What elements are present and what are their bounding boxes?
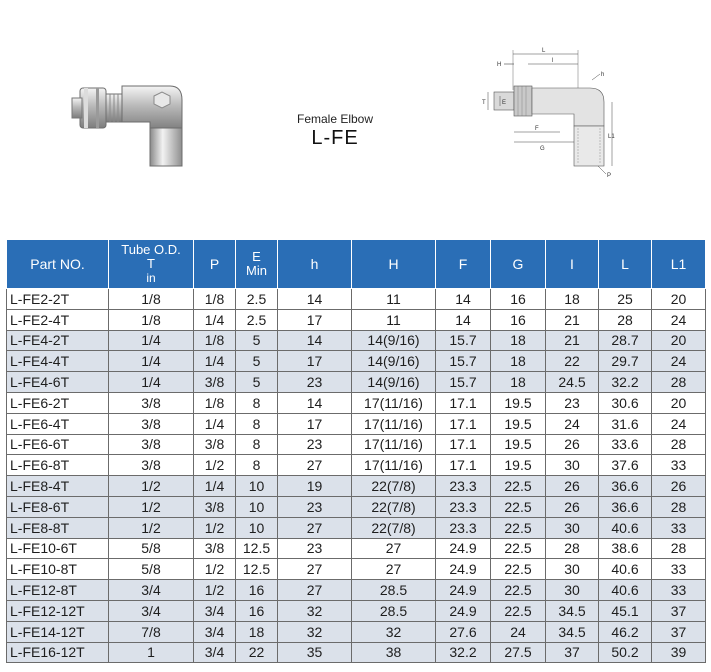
- cell-l1: 37: [652, 600, 706, 621]
- cell-g: 22.5: [491, 559, 546, 580]
- label-L1: L1: [608, 134, 615, 140]
- cell-h-large: 22(7/8): [352, 476, 436, 497]
- cell-h-small: 17: [278, 351, 352, 372]
- cell-l1: 39: [652, 642, 706, 663]
- cell-e: 10: [236, 517, 278, 538]
- cell-g: 22.5: [491, 600, 546, 621]
- cell-f: 15.7: [436, 330, 491, 351]
- cell-part-no: L-FE4-2T: [7, 330, 109, 351]
- cell-f: 32.2: [436, 642, 491, 663]
- cell-f: 17.1: [436, 455, 491, 476]
- cell-h-large: 28.5: [352, 580, 436, 601]
- cell-g: 16: [491, 289, 546, 310]
- cell-p: 1/8: [194, 289, 236, 310]
- table-row: [7, 517, 706, 538]
- cell-h-small: 27: [278, 559, 352, 580]
- col-header-p: P: [194, 240, 236, 289]
- cell-h-large: 14(9/16): [352, 351, 436, 372]
- cell-i: 34.5: [546, 621, 599, 642]
- table-row: [7, 621, 706, 642]
- cell-part-no: L-FE8-8T: [7, 517, 109, 538]
- cell-l1: 28: [652, 538, 706, 559]
- cell-i: 24.5: [546, 372, 599, 393]
- cell-h-small: 14: [278, 330, 352, 351]
- table-row: [7, 309, 706, 330]
- cell-e: 22: [236, 642, 278, 663]
- table-row: [7, 559, 706, 580]
- cell-g: 16: [491, 309, 546, 330]
- col-header-l1: L1: [652, 240, 706, 289]
- label-L: L: [542, 48, 546, 54]
- cell-p: 1/4: [194, 351, 236, 372]
- cell-i: 21: [546, 309, 599, 330]
- cell-l: 38.6: [599, 538, 652, 559]
- product-header: [0, 0, 711, 235]
- cell-tube-od: 3/4: [109, 580, 194, 601]
- cell-l: 45.1: [599, 600, 652, 621]
- cell-h-small: 32: [278, 621, 352, 642]
- cell-p: 1/2: [194, 455, 236, 476]
- cell-e: 12.5: [236, 538, 278, 559]
- cell-tube-od: 5/8: [109, 559, 194, 580]
- cell-h-small: 17: [278, 309, 352, 330]
- cell-e: 18: [236, 621, 278, 642]
- col-header-tube-od: [109, 240, 194, 289]
- cell-i: 24: [546, 413, 599, 434]
- label-H: H: [497, 62, 502, 68]
- cell-h-small: 27: [278, 580, 352, 601]
- cell-l1: 28: [652, 372, 706, 393]
- cell-g: 18: [491, 330, 546, 351]
- cell-l1: 20: [652, 392, 706, 413]
- cell-e: 2.5: [236, 309, 278, 330]
- cell-h-large: 17(11/16): [352, 434, 436, 455]
- cell-e: 8: [236, 434, 278, 455]
- cell-g: 22.5: [491, 476, 546, 497]
- table-row: [7, 392, 706, 413]
- col-header-tube-od-unit: in: [146, 271, 156, 285]
- cell-i: 30: [546, 559, 599, 580]
- cell-f: 17.1: [436, 413, 491, 434]
- cell-e: 10: [236, 496, 278, 517]
- cell-l: 46.2: [599, 621, 652, 642]
- label-T: T: [482, 100, 486, 106]
- cell-p: 1/2: [194, 559, 236, 580]
- cell-i: 34.5: [546, 600, 599, 621]
- cell-h-large: 17(11/16): [352, 455, 436, 476]
- cell-l: 40.6: [599, 559, 652, 580]
- cell-e: 5: [236, 330, 278, 351]
- cell-i: 26: [546, 496, 599, 517]
- cell-tube-od: 1/2: [109, 496, 194, 517]
- cell-l1: 33: [652, 517, 706, 538]
- col-header-e-min: Min: [246, 263, 267, 278]
- cell-p: 1/8: [194, 392, 236, 413]
- cell-part-no: L-FE6-6T: [7, 434, 109, 455]
- cell-tube-od: 3/8: [109, 434, 194, 455]
- cell-l: 28: [599, 309, 652, 330]
- cell-h-large: 17(11/16): [352, 392, 436, 413]
- cell-l: 33.6: [599, 434, 652, 455]
- table-row: [7, 538, 706, 559]
- cell-part-no: L-FE8-4T: [7, 476, 109, 497]
- cell-g: 19.5: [491, 392, 546, 413]
- cell-l: 25: [599, 289, 652, 310]
- cell-e: 12.5: [236, 559, 278, 580]
- cell-h-small: 35: [278, 642, 352, 663]
- cell-part-no: L-FE16-12T: [7, 642, 109, 663]
- cell-f: 23.3: [436, 476, 491, 497]
- cell-part-no: L-FE10-8T: [7, 559, 109, 580]
- cell-g: 24: [491, 621, 546, 642]
- product-code: L-FE: [311, 127, 359, 149]
- col-header-i: I: [546, 240, 599, 289]
- cell-part-no: L-FE10-6T: [7, 538, 109, 559]
- col-header-e-label: E: [252, 249, 261, 264]
- cell-tube-od: 5/8: [109, 538, 194, 559]
- cell-f: 24.9: [436, 580, 491, 601]
- col-header-tube-od-symbol: T: [147, 256, 155, 271]
- col-header-part: Part NO.: [7, 240, 109, 289]
- cell-f: 17.1: [436, 392, 491, 413]
- cell-l1: 33: [652, 559, 706, 580]
- cell-i: 37: [546, 642, 599, 663]
- cell-part-no: L-FE2-2T: [7, 289, 109, 310]
- cell-l1: 33: [652, 580, 706, 601]
- cell-g: 19.5: [491, 434, 546, 455]
- col-header-e: [236, 240, 278, 289]
- cell-tube-od: 3/8: [109, 413, 194, 434]
- col-header-g: G: [491, 240, 546, 289]
- cell-f: 17.1: [436, 434, 491, 455]
- cell-part-no: L-FE6-8T: [7, 455, 109, 476]
- cell-p: 3/8: [194, 372, 236, 393]
- cell-l: 29.7: [599, 351, 652, 372]
- table-row: [7, 351, 706, 372]
- cell-tube-od: 1/4: [109, 351, 194, 372]
- dimension-drawing: [480, 40, 620, 180]
- cell-i: 30: [546, 517, 599, 538]
- cell-i: 21: [546, 330, 599, 351]
- product-subtitle: Female Elbow: [296, 112, 374, 126]
- table-header-row: [7, 240, 706, 289]
- cell-h-small: 27: [278, 455, 352, 476]
- cell-h-large: 32: [352, 621, 436, 642]
- cell-p: 1/2: [194, 580, 236, 601]
- col-header-h-small: h: [278, 240, 352, 289]
- cell-h-small: 27: [278, 517, 352, 538]
- cell-l1: 24: [652, 351, 706, 372]
- cell-h-large: 22(7/8): [352, 517, 436, 538]
- cell-l: 40.6: [599, 517, 652, 538]
- cell-e: 5: [236, 372, 278, 393]
- cell-h-small: 23: [278, 434, 352, 455]
- cell-e: 16: [236, 600, 278, 621]
- table-row: [7, 434, 706, 455]
- cell-p: 1/4: [194, 309, 236, 330]
- cell-i: 30: [546, 580, 599, 601]
- cell-h-large: 22(7/8): [352, 496, 436, 517]
- cell-e: 8: [236, 392, 278, 413]
- cell-h-large: 38: [352, 642, 436, 663]
- cell-tube-od: 1: [109, 642, 194, 663]
- cell-l: 36.6: [599, 496, 652, 517]
- cell-l: 50.2: [599, 642, 652, 663]
- table-row: [7, 330, 706, 351]
- cell-part-no: L-FE8-6T: [7, 496, 109, 517]
- table-row: [7, 289, 706, 310]
- cell-f: 14: [436, 289, 491, 310]
- cell-l1: 24: [652, 309, 706, 330]
- cell-h-small: 19: [278, 476, 352, 497]
- cell-l: 36.6: [599, 476, 652, 497]
- cell-h-large: 11: [352, 309, 436, 330]
- cell-tube-od: 3/8: [109, 455, 194, 476]
- table-row: [7, 496, 706, 517]
- cell-g: 19.5: [491, 455, 546, 476]
- col-header-f: F: [436, 240, 491, 289]
- label-l: l: [552, 58, 554, 64]
- cell-p: 3/8: [194, 496, 236, 517]
- cell-tube-od: 3/8: [109, 392, 194, 413]
- cell-part-no: L-FE12-12T: [7, 600, 109, 621]
- cell-h-small: 32: [278, 600, 352, 621]
- cell-g: 22.5: [491, 496, 546, 517]
- cell-g: 22.5: [491, 517, 546, 538]
- cell-h-large: 17(11/16): [352, 413, 436, 434]
- cell-f: 23.3: [436, 496, 491, 517]
- cell-l: 37.6: [599, 455, 652, 476]
- cell-l: 32.2: [599, 372, 652, 393]
- cell-l1: 26: [652, 476, 706, 497]
- cell-l1: 20: [652, 289, 706, 310]
- cell-p: 3/4: [194, 621, 236, 642]
- col-header-tube-od-label: Tube O.D.: [121, 242, 181, 257]
- cell-h-small: 23: [278, 496, 352, 517]
- cell-e: 8: [236, 413, 278, 434]
- product-photo: [70, 70, 200, 170]
- cell-h-small: 23: [278, 372, 352, 393]
- cell-g: 27.5: [491, 642, 546, 663]
- col-header-l: L: [599, 240, 652, 289]
- cell-p: 1/8: [194, 330, 236, 351]
- cell-tube-od: 1/4: [109, 372, 194, 393]
- cell-part-no: L-FE14-12T: [7, 621, 109, 642]
- cell-e: 5: [236, 351, 278, 372]
- table-row: [7, 413, 706, 434]
- cell-tube-od: 7/8: [109, 621, 194, 642]
- label-h: h: [601, 72, 605, 78]
- cell-h-large: 27: [352, 538, 436, 559]
- cell-p: 1/4: [194, 413, 236, 434]
- cell-l: 40.6: [599, 580, 652, 601]
- label-F: F: [535, 126, 539, 132]
- cell-p: 1/2: [194, 517, 236, 538]
- cell-f: 23.3: [436, 517, 491, 538]
- cell-e: 10: [236, 476, 278, 497]
- cell-i: 18: [546, 289, 599, 310]
- cell-l1: 28: [652, 496, 706, 517]
- cell-f: 24.9: [436, 538, 491, 559]
- cell-p: 3/8: [194, 434, 236, 455]
- cell-l1: 28: [652, 434, 706, 455]
- cell-h-large: 14(9/16): [352, 372, 436, 393]
- label-P: P: [607, 173, 612, 179]
- label-E: E: [502, 100, 507, 106]
- cell-tube-od: 1/2: [109, 476, 194, 497]
- cell-e: 2.5: [236, 289, 278, 310]
- table-body: [7, 289, 706, 663]
- cell-e: 16: [236, 580, 278, 601]
- cell-h-small: 17: [278, 413, 352, 434]
- cell-h-large: 11: [352, 289, 436, 310]
- cell-l1: 33: [652, 455, 706, 476]
- cell-f: 15.7: [436, 372, 491, 393]
- cell-part-no: L-FE6-4T: [7, 413, 109, 434]
- cell-part-no: L-FE4-6T: [7, 372, 109, 393]
- cell-h-small: 14: [278, 289, 352, 310]
- cell-p: 3/4: [194, 600, 236, 621]
- table-row: [7, 455, 706, 476]
- cell-i: 23: [546, 392, 599, 413]
- cell-part-no: L-FE2-4T: [7, 309, 109, 330]
- cell-p: 3/4: [194, 642, 236, 663]
- cell-p: 1/4: [194, 476, 236, 497]
- table-row: [7, 580, 706, 601]
- cell-l1: 24: [652, 413, 706, 434]
- table-row: [7, 642, 706, 663]
- cell-tube-od: 1/8: [109, 309, 194, 330]
- cell-l: 28.7: [599, 330, 652, 351]
- product-caption: [280, 112, 390, 150]
- cell-f: 27.6: [436, 621, 491, 642]
- table-row: [7, 476, 706, 497]
- table-row: [7, 372, 706, 393]
- cell-l: 30.6: [599, 392, 652, 413]
- cell-l1: 37: [652, 621, 706, 642]
- cell-f: 14: [436, 309, 491, 330]
- cell-g: 22.5: [491, 580, 546, 601]
- cell-i: 26: [546, 434, 599, 455]
- cell-i: 22: [546, 351, 599, 372]
- cell-f: 15.7: [436, 351, 491, 372]
- cell-g: 19.5: [491, 413, 546, 434]
- cell-h-small: 14: [278, 392, 352, 413]
- cell-f: 24.9: [436, 600, 491, 621]
- cell-i: 30: [546, 455, 599, 476]
- col-header-h-large: H: [352, 240, 436, 289]
- cell-part-no: L-FE12-8T: [7, 580, 109, 601]
- cell-h-large: 14(9/16): [352, 330, 436, 351]
- cell-tube-od: 1/4: [109, 330, 194, 351]
- cell-p: 3/8: [194, 538, 236, 559]
- cell-part-no: L-FE6-2T: [7, 392, 109, 413]
- cell-h-large: 28.5: [352, 600, 436, 621]
- spec-table: [6, 239, 706, 663]
- cell-tube-od: 3/4: [109, 600, 194, 621]
- cell-h-large: 27: [352, 559, 436, 580]
- cell-i: 28: [546, 538, 599, 559]
- cell-part-no: L-FE4-4T: [7, 351, 109, 372]
- cell-l: 31.6: [599, 413, 652, 434]
- cell-f: 24.9: [436, 559, 491, 580]
- cell-tube-od: 1/8: [109, 289, 194, 310]
- cell-e: 8: [236, 455, 278, 476]
- cell-i: 26: [546, 476, 599, 497]
- cell-g: 18: [491, 372, 546, 393]
- table-row: [7, 600, 706, 621]
- cell-g: 18: [491, 351, 546, 372]
- label-G: G: [540, 146, 545, 152]
- cell-tube-od: 1/2: [109, 517, 194, 538]
- cell-l1: 20: [652, 330, 706, 351]
- cell-h-small: 23: [278, 538, 352, 559]
- cell-g: 22.5: [491, 538, 546, 559]
